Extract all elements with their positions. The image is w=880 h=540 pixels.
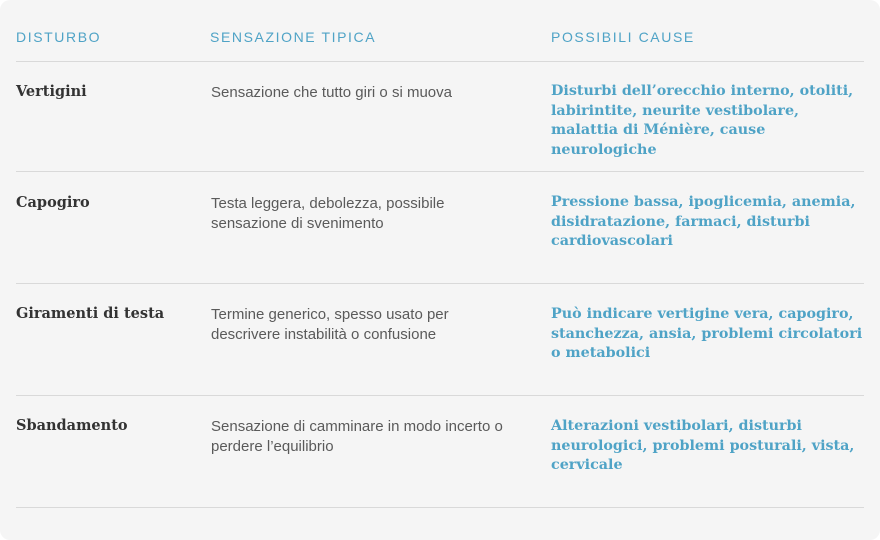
cause-cell: Alterazioni vestibolari, disturbi neurologici, problemi posturali, vista, cervicale xyxy=(551,418,855,473)
header-disturbo: DISTURBO xyxy=(16,29,102,45)
cause-cell: Può indicare vertigine vera, capogiro, stanchezza, ansia, problemi circolatori o metabolici xyxy=(551,306,863,361)
sensazione-cell: Sensazione di camminare in modo incerto o perdere l’equilibrio xyxy=(211,418,503,455)
table-row xyxy=(16,172,864,284)
header-possibili-cause: POSSIBILI CAUSE xyxy=(551,29,695,45)
header-sensazione-tipica: SENSAZIONE TIPICA xyxy=(210,29,377,45)
disturbo-cell: Capogiro xyxy=(16,194,90,211)
disturbo-cell: Vertigini xyxy=(16,83,87,100)
sensazione-cell: Testa leggera, debolezza, possibile sensazione di svenimento xyxy=(211,195,445,232)
sensazione-cell: Sensazione che tutto giri o si muova xyxy=(211,84,452,101)
cause-cell: Disturbi dell’orecchio interno, otoliti, labirintite, neurite vestibolare, malattia di Ménière, cause neurologiche xyxy=(551,83,854,158)
table-row xyxy=(16,284,864,396)
disturbo-cell: Sbandamento xyxy=(16,417,128,434)
cause-cell: Pressione bassa, ipoglicemia, anemia, disidratazione, farmaci, disturbi cardiovascolari xyxy=(551,194,856,249)
disturbo-cell: Giramenti di testa xyxy=(16,305,165,322)
table-header xyxy=(16,29,864,62)
sensazione-cell: Termine generico, spesso usato per descrivere instabilità o confusione xyxy=(211,306,449,343)
table-row xyxy=(16,396,864,508)
table-row xyxy=(16,61,864,172)
